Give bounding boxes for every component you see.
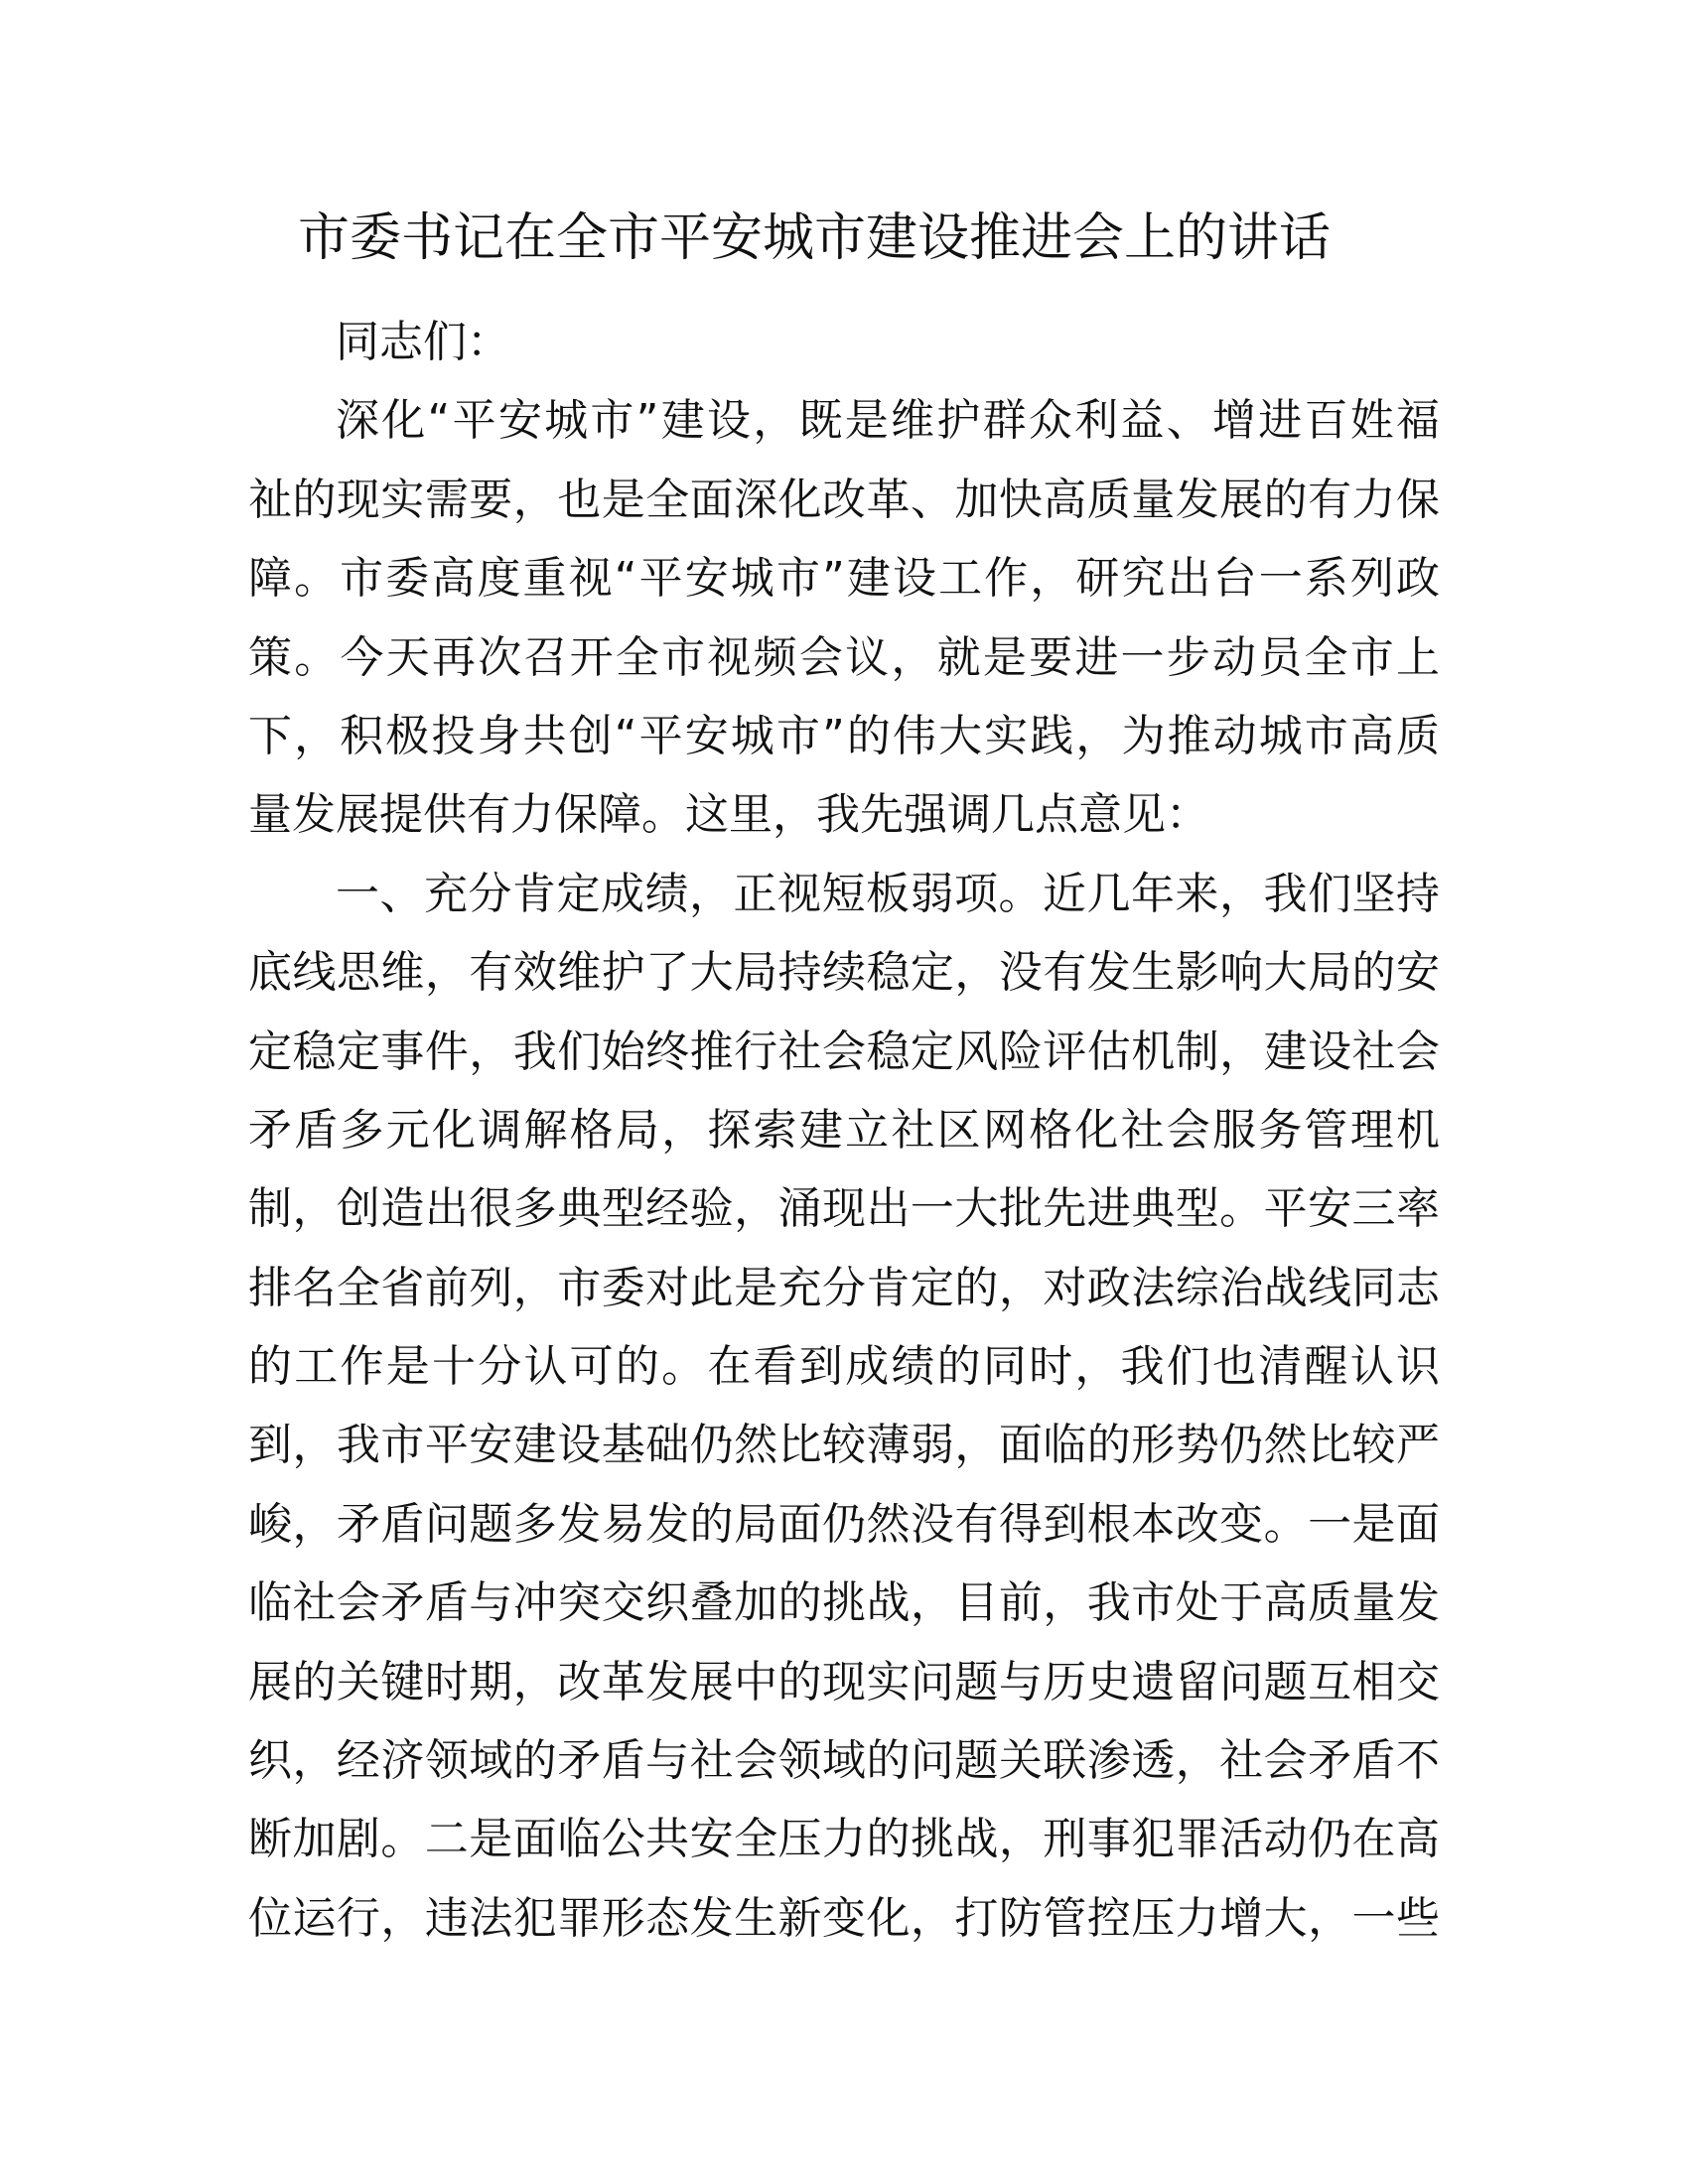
paragraph-line: 临社会矛盾与冲突交织叠加的挑战，目前，我市处于高质量发 <box>248 1577 1440 1629</box>
salutation: 同志们： <box>336 317 510 367</box>
speech-body <box>248 303 1440 1958</box>
paragraph-line: 矛盾多元化调解格局，探索建立社区网格化社会服务管理机 <box>248 1104 1440 1156</box>
paragraph-line: 到，我市平安建设基础仍然比较薄弱，面临的形势仍然比较严 <box>248 1420 1440 1471</box>
paragraph-line: 一、充分肯定成绩，正视短板弱项。近几年来，我们坚持 <box>336 868 1440 919</box>
paragraph-line: 断加剧。二是面临公共安全压力的挑战，刑事犯罪活动仍在高 <box>248 1814 1440 1865</box>
paragraph-line: 量发展提供有力保障。这里，我先强调几点意见： <box>248 789 1209 841</box>
paragraph-line: 位运行，违法犯罪形态发生新变化，打防管控压力增大，一些 <box>248 1892 1440 1944</box>
paragraph-line: 底线思维，有效维护了大局持续稳定，没有发生影响大局的安 <box>248 947 1440 999</box>
paragraph-line: 下，积极投身共创“平安城市”的伟大实践，为推动城市高质 <box>248 710 1440 761</box>
paragraph-line: 祉的现实需要，也是全面深化改革、加快高质量发展的有力保 <box>248 474 1440 525</box>
paragraph-line: 排名全省前列，市委对此是充分肯定的，对政法综治战线同志 <box>248 1262 1440 1313</box>
paragraph-line: 制，创造出很多典型经验，涌现出一大批先进典型。平安三率 <box>248 1183 1440 1235</box>
paragraph-line: 障。市委高度重视“平安城市”建设工作，研究出台一系列政 <box>248 553 1440 605</box>
paragraph-line: 织，经济领域的矛盾与社会领域的问题关联渗透，社会矛盾不 <box>248 1735 1440 1787</box>
paragraph-line: 的工作是十分认可的。在看到成绩的同时，我们也清醒认识 <box>248 1341 1440 1393</box>
paragraph-line: 深化“平安城市”建设，既是维护群众利益、增进百姓福 <box>336 395 1440 447</box>
paragraph-line: 策。今天再次召开全市视频会议，就是要进一步动员全市上 <box>248 631 1440 683</box>
paragraph-line: 定稳定事件，我们始终推行社会稳定风险评估机制，建设社会 <box>248 1025 1440 1077</box>
page-title: 市委书记在全市平安城市建设推进会上的讲话 <box>297 208 1331 268</box>
paragraph-line: 展的关键时期，改革发展中的现实问题与历史遗留问题互相交 <box>248 1656 1440 1707</box>
paragraph-line: 峻，矛盾问题多发易发的局面仍然没有得到根本改变。一是面 <box>248 1498 1440 1550</box>
